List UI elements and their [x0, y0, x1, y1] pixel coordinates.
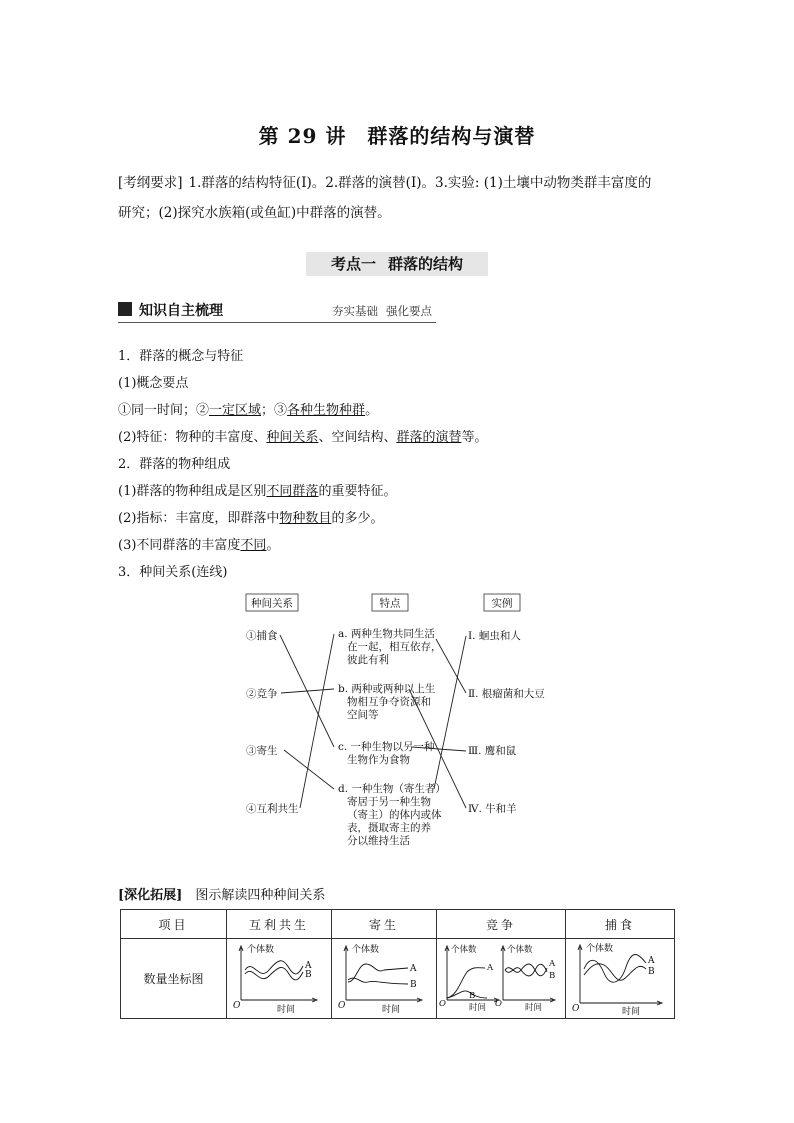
feature-a-line3: 彼此有利 — [347, 654, 389, 666]
legend-b-mutualism: B — [305, 970, 312, 980]
example-3: Ⅲ. 鹰和鼠 — [468, 745, 517, 757]
page-title: 第 29 讲 群落的结构与演替 — [258, 124, 536, 148]
link-parasitism-d — [284, 750, 334, 789]
graph-cell-competition — [437, 939, 566, 1019]
table-header-predation: 捕食 — [566, 910, 675, 939]
feature-d-line2: 寄居于另一种生物 — [347, 796, 431, 808]
feature-a-line1: a. 两种生物共同生活 — [338, 628, 435, 640]
table-row-label: 数量坐标图 — [121, 939, 227, 1019]
legend-a-competition-2: A — [549, 959, 556, 969]
heading-2: 2．群落的物种组成 — [118, 457, 231, 472]
knowledge-sub2: 强化要点 — [386, 304, 432, 318]
extension-title: 图示解读四种种间关系 — [195, 888, 326, 903]
table-header-item: 项目 — [121, 910, 227, 939]
square-icon — [118, 302, 132, 316]
legend-a-predation: A — [648, 956, 655, 966]
section-title: 群落的结构 — [388, 255, 464, 273]
graph-parasitism — [334, 940, 434, 1014]
extension-heading — [118, 884, 325, 903]
knowledge-title: 知识自主梳理 — [139, 303, 223, 319]
origin-predation: O — [572, 1004, 580, 1014]
link-b-IV — [409, 689, 466, 808]
ylabel-parasitism: 个体数 — [352, 945, 380, 955]
xlabel-mutualism: 时间 — [277, 1005, 296, 1014]
header-feature: 特点 — [379, 597, 401, 610]
para-3: (2)特征：物种的丰富度、种间关系、空间结构、群落的演替等。 — [118, 430, 488, 445]
relation-predation: ①捕食 — [246, 630, 278, 642]
origin-competition-1: O — [439, 999, 446, 1009]
relation-mutualism: ④互利共生 — [246, 803, 299, 815]
knowledge-subtitle — [324, 303, 432, 319]
section-label: 考点一 — [330, 255, 376, 273]
link-c-III — [412, 747, 466, 751]
legend-a-mutualism: A — [305, 961, 312, 971]
feature-b-line1: b. 两种或两种以上生 — [338, 683, 436, 695]
header-box-relation — [246, 594, 298, 611]
link-d-I — [434, 636, 466, 789]
feature-d-line4: 表，摄取寄主的养 — [347, 822, 431, 834]
relation-graph-table — [120, 909, 675, 1019]
xlabel-parasitism: 时间 — [382, 1005, 401, 1014]
graph-mutualism — [229, 940, 329, 1014]
heading-1: 1．群落的概念与特征 — [118, 349, 244, 364]
feature-a-line2: 在一起，相互依存， — [347, 641, 442, 653]
link-mutualism-a — [300, 634, 334, 808]
table-header-parasitism: 寄生 — [332, 910, 437, 939]
requirements-line1: 1.群落的结构特征(Ⅰ)。2.群落的演替(Ⅰ)。3.实验: (1)土壤中动物类群丰富度的 — [188, 175, 652, 191]
section-heading — [306, 252, 488, 276]
ylabel-competition-1: 个体数 — [451, 945, 477, 955]
ylabel-predation: 个体数 — [586, 944, 614, 954]
example-1: Ⅰ. 蛔虫和人 — [468, 630, 521, 642]
para-2: ①同一时间；②一定区域；③各种生物种群。 — [118, 403, 379, 418]
feature-b-line3: 空间等 — [347, 709, 379, 721]
xlabel-competition-1: 时间 — [469, 1003, 487, 1013]
link-predation-c — [280, 635, 334, 747]
ylabel-competition-2: 个体数 — [507, 945, 533, 955]
legend-b-competition-2: B — [549, 971, 556, 981]
header-box-feature — [372, 594, 408, 611]
feature-d-line3: （寄主）的体内或体 — [347, 809, 442, 821]
header-relation: 种间关系 — [251, 597, 293, 610]
feature-c-line1: c. 一种生物以另一种 — [338, 741, 435, 753]
graph-cell-parasitism — [332, 939, 437, 1019]
relation-parasitism: ③寄生 — [246, 745, 278, 757]
para-4: (1)群落的物种组成是区别不同群落的重要特征。 — [118, 484, 397, 499]
feature-c-line2: 生物作为食物 — [347, 754, 410, 766]
ylabel-mutualism: 个体数 — [247, 945, 275, 955]
legend-a-competition-1: A — [487, 963, 494, 973]
example-2: Ⅱ. 根瘤菌和大豆 — [468, 688, 545, 700]
exam-requirements — [118, 168, 680, 228]
requirements-line2: 研究；(2)探究水族箱(或鱼缸)中群落的演替。 — [118, 205, 391, 221]
para-1: (1)概念要点 — [118, 376, 189, 391]
heading-3: 3．种间关系(连线) — [118, 565, 228, 580]
feature-b-line2: 物相互争夺资源和 — [347, 696, 431, 708]
para-6: (3)不同群落的丰富度不同。 — [118, 538, 280, 553]
link-a-II — [436, 639, 466, 693]
knowledge-header — [118, 300, 436, 323]
knowledge-sub1: 夯实基础 — [332, 304, 378, 318]
requirements-tag: [考纲要求] — [118, 175, 183, 191]
para-5: (2)指标：丰富度，即群落中物种数目的多少。 — [118, 511, 384, 526]
legend-b-predation: B — [648, 967, 655, 977]
extension-bracket: [深化拓展] — [118, 888, 183, 903]
feature-d-line5: 分以维持生活 — [347, 835, 410, 847]
legend-b-parasitism: B — [410, 980, 417, 990]
example-4: Ⅳ. 牛和羊 — [468, 803, 517, 815]
origin-mutualism: O — [233, 1001, 241, 1011]
xlabel-competition-2: 时间 — [525, 1003, 543, 1013]
graph-cell-predation — [566, 939, 675, 1019]
origin-competition-2: O — [495, 999, 502, 1009]
legend-a-parasitism: A — [410, 964, 417, 974]
xlabel-predation: 时间 — [622, 1007, 641, 1015]
relation-competition: ②竞争 — [246, 688, 278, 700]
header-box-example — [484, 594, 520, 611]
header-example: 实例 — [491, 597, 513, 610]
feature-d-line1: d. 一种生物（寄生者） — [338, 783, 446, 795]
legend-b-competition-1: B — [469, 991, 476, 1001]
graph-competition — [439, 940, 563, 1014]
table-header-competition: 竞争 — [437, 910, 566, 939]
origin-parasitism: O — [338, 1001, 346, 1011]
link-competition-b — [281, 689, 334, 693]
table-header-mutualism: 互利共生 — [227, 910, 332, 939]
graph-cell-mutualism — [227, 939, 332, 1019]
graph-predation — [568, 939, 672, 1015]
